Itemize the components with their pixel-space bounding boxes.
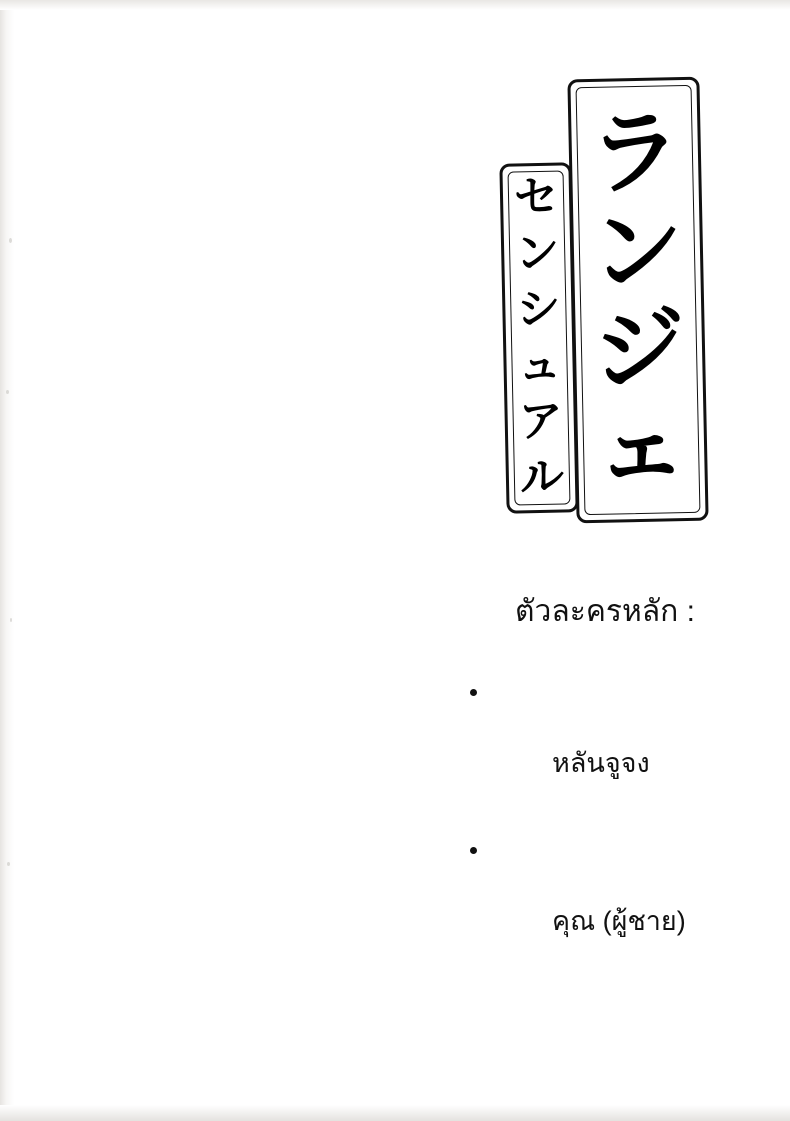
page-edge-shadow-bottom [0, 1105, 790, 1121]
page-edge-shadow-left [0, 0, 14, 1121]
title-plaque-main [567, 77, 708, 524]
title-sub-char: ア [518, 395, 564, 448]
title-sub-char: ュ [517, 339, 563, 392]
title-main-char: ェ [593, 392, 689, 502]
paper-speck [10, 618, 12, 622]
paper-speck [9, 238, 12, 243]
paper-speck [6, 390, 9, 394]
title-sub-char: ン [514, 227, 560, 280]
title-sub-char: ル [519, 451, 565, 504]
title-sub-text [502, 165, 575, 510]
title-sub-char: シ [515, 283, 561, 336]
title-main-char: ン [589, 196, 685, 306]
character-notes-heading: ตัวละครหลัก : [515, 595, 695, 628]
character-notes [440, 588, 770, 995]
bullet-icon [470, 689, 477, 696]
title-main-char: ジ [591, 294, 687, 404]
title-plaque-subtitle [499, 162, 578, 513]
character-notes-list [440, 679, 770, 973]
list-item [492, 679, 770, 815]
title-sub-char: セ [513, 171, 559, 224]
list-item-label: หลันจูจง [552, 748, 650, 778]
page-edge-shadow-top [0, 0, 790, 10]
list-item-label: คุณ (ผู้ชาย) [552, 906, 686, 936]
title-main-text [570, 80, 705, 521]
paper-speck [7, 862, 10, 866]
bullet-icon [470, 847, 477, 854]
title-main-char: ラ [587, 98, 683, 208]
list-item [492, 837, 770, 973]
